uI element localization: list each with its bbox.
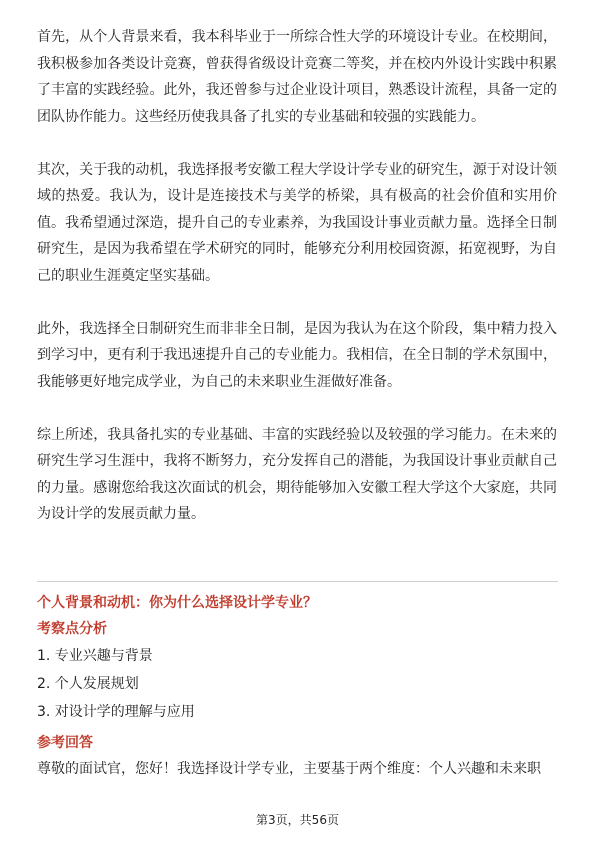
analysis-point: 2. 个人发展规划 [37, 676, 139, 692]
answer-body [37, 24, 557, 528]
analysis-points [37, 642, 557, 726]
paragraph-background: 首先，从个人背景来看，我本科毕业于一所综合性大学的环境设计专业。在校期间，我积极参加各类设计竞赛，曾获得省级设计竞赛二等奖，并在校内外设计实践中积累了丰富的实践经验。此外，我还曾参与过企业设计项目，熟悉设计流程，具备一定的团队协作能力。这些经历使我具备了扎实的专业基础和较强的实践能力。 [37, 29, 557, 125]
paragraph-motivation: 其次，关于我的动机，我选择报考安徽工程大学设计学专业的研究生，源于对设计领域的热爱。我认为，设计是连接技术与美学的桥梁，具有极高的社会价值和实用价值。我希望通过深造，提升自己的专业素养，为我国设计事业贡献力量。选择全日制研究生，是因为我希望在学术研究的同时，能够充分利用校园资源，拓宽视野，为自己的职业生涯奠定坚实基础。 [37, 161, 557, 284]
analysis-title: 考察点分析 [37, 621, 107, 637]
qa-section [37, 590, 557, 782]
page-number: 第3页，共56页 [256, 813, 339, 827]
reference-answer-title: 参考回答 [37, 735, 93, 751]
analysis-point: 1. 专业兴趣与背景 [37, 648, 153, 664]
reference-answer-text: 尊敬的面试官，您好！我选择设计学专业，主要基于两个维度：个人兴趣和未来职 [37, 761, 541, 777]
paragraph-summary: 综上所述，我具备扎实的专业基础、丰富的实践经验以及较强的学习能力。在未来的研究生学习生涯中，我将不断努力，充分发挥自己的潜能，为我国设计事业贡献自己的力量。感谢您给我这次面试的机会，期待能够加入安徽工程大学这个大家庭，共同为设计学的发展贡献力量。 [37, 426, 557, 522]
paragraph-fulltime: 此外，我选择全日制研究生而非非全日制，是因为我认为在这个阶段，集中精力投入到学习中，更有利于我迅速提升自己的专业能力。我相信，在全日制的学术氛围中，我能够更好地完成学业，为自己的未来职业生涯做好准备。 [37, 320, 557, 390]
section-divider [37, 581, 558, 582]
question-title: 个人背景和动机：你为什么选择设计学专业？ [37, 595, 317, 611]
analysis-point: 3. 对设计学的理解与应用 [37, 704, 195, 720]
